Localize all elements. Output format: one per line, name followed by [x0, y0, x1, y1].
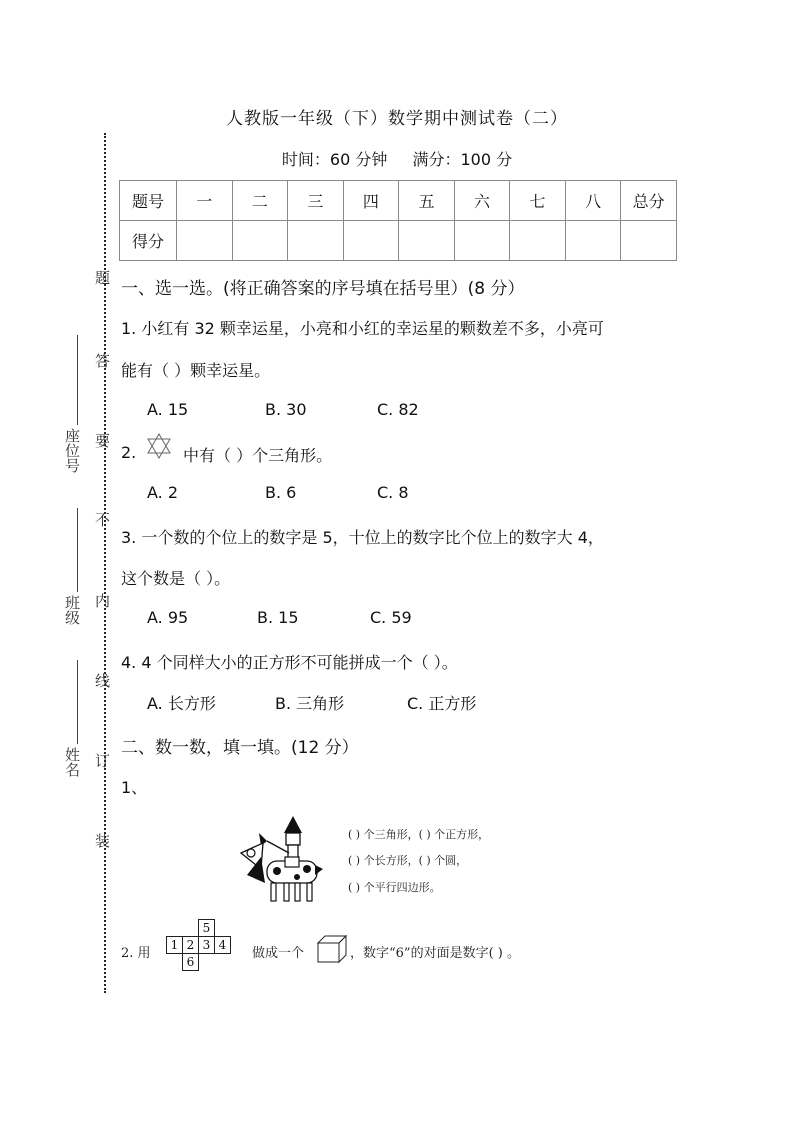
net-cell: 3 — [199, 937, 215, 954]
q2-option-a: A. 2 — [147, 483, 179, 502]
q2-prefix: 2. — [121, 443, 137, 462]
class-label: 班级 — [63, 595, 81, 625]
q4-option-b: B. 三角形 — [275, 694, 345, 713]
q4-option-c: C. 正方形 — [407, 694, 477, 713]
score-cell[interactable] — [232, 221, 288, 261]
row-label: 得分 — [120, 221, 177, 261]
seat-number-label: 座位号 — [63, 428, 81, 473]
s2-q1-label: 1、 — [121, 778, 148, 797]
net-cell: 5 — [199, 920, 215, 937]
section2-heading: 二、数一数，填一填。(12 分） — [121, 738, 359, 758]
score-table — [119, 180, 677, 261]
q3-option-c: C. 59 — [370, 608, 412, 627]
s2-q1-line1: ( ) 个三角形，( ) 个正方形， — [348, 828, 490, 841]
time-limit: 时间：60 分钟 — [281, 150, 388, 169]
seat-number-blank[interactable] — [77, 335, 78, 425]
net-cell: 2 — [183, 937, 199, 954]
cube-net — [166, 919, 231, 971]
full-score: 满分：100 分 — [412, 150, 513, 169]
score-cell[interactable] — [288, 221, 344, 261]
shapes-figure-illustration — [237, 813, 327, 908]
cube-icon — [316, 934, 348, 964]
s2-q1-line2: ( ) 个长方形，( ) 个圆， — [348, 854, 468, 867]
score-cell[interactable] — [621, 221, 677, 261]
warning-char: 答 — [93, 353, 111, 368]
q3-line2: 这个数是（ ）。 — [121, 569, 231, 588]
class-blank[interactable] — [77, 508, 78, 592]
q1-option-c: C. 82 — [377, 400, 419, 419]
q4-option-a: A. 长方形 — [147, 694, 216, 713]
q3-line1: 3. 一个数的个位上的数字是 5，十位上的数字比个位上的数字大 4， — [121, 528, 604, 547]
net-cell: 1 — [167, 937, 183, 954]
warning-char: 要 — [93, 433, 111, 448]
warning-char: 订 — [93, 753, 111, 768]
binding-dotted-line — [104, 133, 106, 993]
net-cell: 6 — [183, 954, 199, 971]
s2-q2-prefix: 2. 用 — [121, 946, 151, 961]
star-of-david-icon — [145, 432, 173, 460]
score-table-header-row — [120, 181, 677, 221]
warning-char: 装 — [93, 833, 111, 848]
score-cell[interactable] — [399, 221, 455, 261]
q2-text: 中有（ ）个三角形。 — [183, 446, 333, 465]
q1-line2: 能有（ ）颗幸运星。 — [121, 361, 271, 380]
column-header: 一 — [177, 181, 233, 221]
column-header: 八 — [565, 181, 621, 221]
column-header: 六 — [454, 181, 510, 221]
page-title: 人教版一年级（下）数学期中测试卷（二） — [226, 109, 568, 129]
column-header: 七 — [510, 181, 566, 221]
s2-q1-line3: ( ) 个平行四边形。 — [348, 881, 441, 894]
exam-meta — [0, 147, 794, 170]
column-header: 总分 — [621, 181, 677, 221]
warning-char: 线 — [93, 673, 111, 688]
q3-option-b: B. 15 — [257, 608, 299, 627]
q4-text: 4. 4 个同样大小的正方形不可能拼成一个（ ）。 — [121, 653, 458, 672]
s2-q2-mid: 做成一个 — [252, 946, 305, 961]
score-cell[interactable] — [565, 221, 621, 261]
name-label: 姓名 — [63, 747, 81, 777]
section1-heading: 一、选一选。(将正确答案的序号填在括号里）(8 分） — [121, 279, 525, 299]
q1-line1: 1. 小红有 32 颗幸运星，小亮和小红的幸运星的颗数差不多，小亮可 — [121, 319, 604, 338]
score-cell[interactable] — [454, 221, 510, 261]
score-cell[interactable] — [510, 221, 566, 261]
q2-option-c: C. 8 — [377, 483, 409, 502]
s2-q2-suffix: ，数字“6”的对面是数字( ) 。 — [350, 946, 520, 961]
column-header: 三 — [288, 181, 344, 221]
column-header: 四 — [343, 181, 399, 221]
q1-option-b: B. 30 — [265, 400, 307, 419]
score-cell[interactable] — [177, 221, 233, 261]
column-header: 二 — [232, 181, 288, 221]
net-cell: 4 — [215, 937, 231, 954]
warning-char: 题 — [93, 270, 111, 285]
column-header: 五 — [399, 181, 455, 221]
q1-option-a: A. 15 — [147, 400, 189, 419]
score-cell[interactable] — [343, 221, 399, 261]
name-blank[interactable] — [77, 660, 78, 744]
score-table-score-row — [120, 221, 677, 261]
warning-char: 不 — [93, 512, 111, 527]
warning-char: 内 — [93, 593, 111, 608]
q3-option-a: A. 95 — [147, 608, 189, 627]
q2-option-b: B. 6 — [265, 483, 297, 502]
header-label: 题号 — [120, 181, 177, 221]
